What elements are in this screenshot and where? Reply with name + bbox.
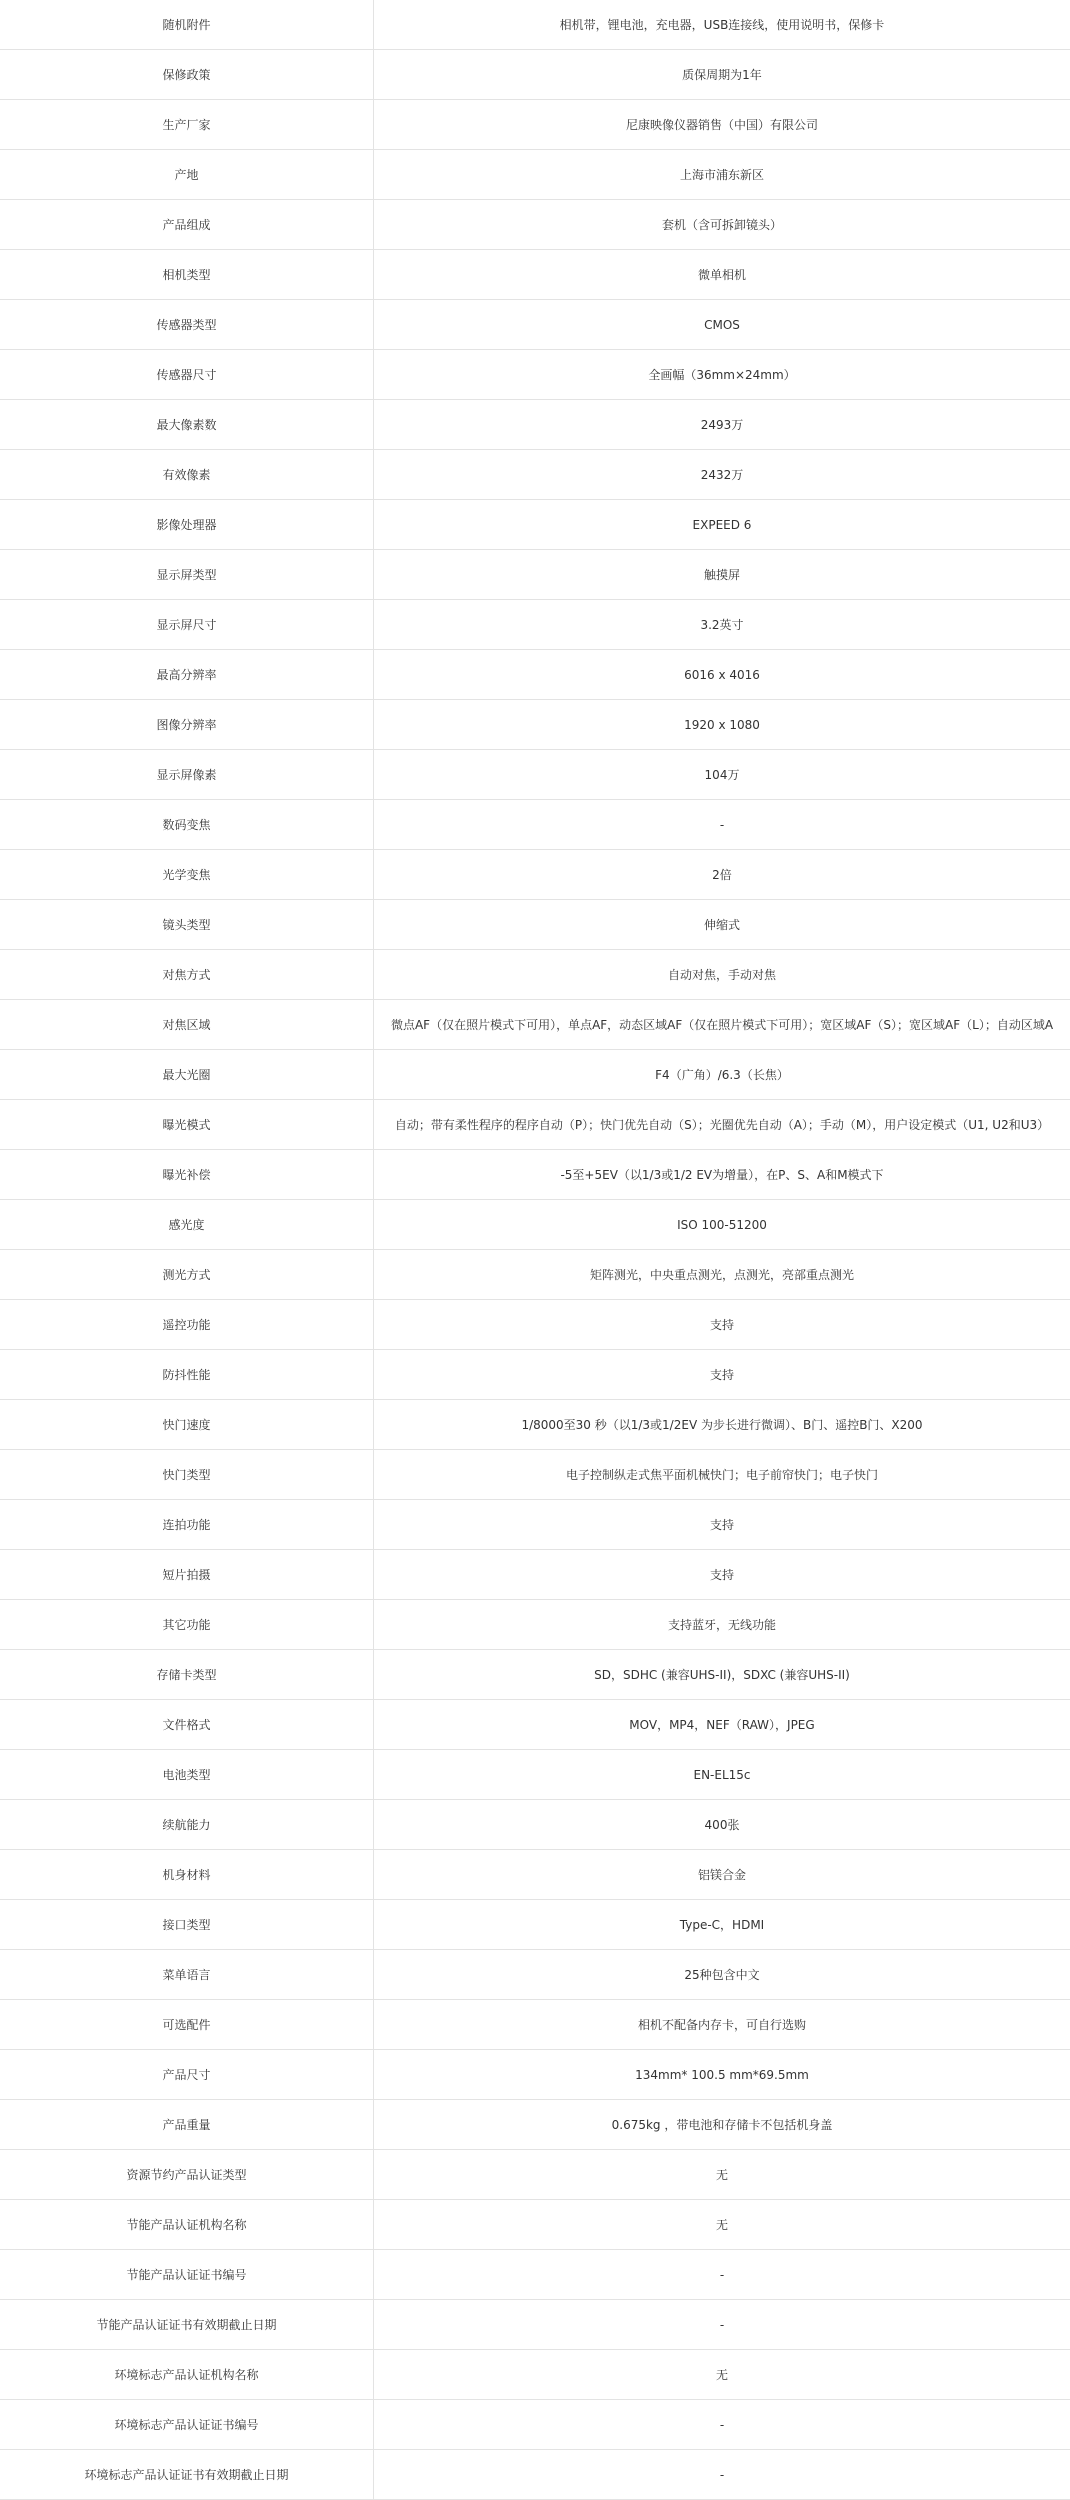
- table-row: [0, 900, 1070, 950]
- spec-label: 防抖性能: [0, 1350, 374, 1400]
- spec-value: SD，SDHC (兼容UHS-II)，SDXC (兼容UHS-II): [374, 1650, 1070, 1700]
- table-row: [0, 800, 1070, 850]
- spec-label: 最大光圈: [0, 1050, 374, 1100]
- table-row: [0, 1800, 1070, 1850]
- spec-label: 曝光模式: [0, 1100, 374, 1150]
- table-row: [0, 300, 1070, 350]
- spec-label: 存储卡类型: [0, 1650, 374, 1700]
- spec-label: 最高分辨率: [0, 650, 374, 700]
- table-row: [0, 200, 1070, 250]
- table-row: [0, 950, 1070, 1000]
- spec-label: 传感器类型: [0, 300, 374, 350]
- spec-label: 节能产品认证证书有效期截止日期: [0, 2300, 374, 2350]
- table-row: [0, 2200, 1070, 2250]
- spec-label: 续航能力: [0, 1800, 374, 1850]
- spec-label: 显示屏像素: [0, 750, 374, 800]
- table-row: [0, 700, 1070, 750]
- spec-label: 遥控功能: [0, 1300, 374, 1350]
- table-row: [0, 0, 1070, 50]
- spec-value: EN-EL15c: [374, 1750, 1070, 1800]
- spec-value: ISO 100-51200: [374, 1200, 1070, 1250]
- spec-value: 触摸屏: [374, 550, 1070, 600]
- spec-value: 微点AF（仅在照片模式下可用），单点AF，动态区域AF（仅在照片模式下可用）；宽区域AF（S）；宽区域AF（L）；自动区域A: [374, 1000, 1070, 1050]
- spec-value: 上海市浦东新区: [374, 150, 1070, 200]
- spec-label: 节能产品认证证书编号: [0, 2250, 374, 2300]
- spec-label: 保修政策: [0, 50, 374, 100]
- spec-value: -: [374, 800, 1070, 850]
- table-row: [0, 2150, 1070, 2200]
- table-row: [0, 2000, 1070, 2050]
- spec-label: 短片拍摄: [0, 1550, 374, 1600]
- spec-value: 自动；带有柔性程序的程序自动（P）；快门优先自动（S）；光圈优先自动（A）；手动（M），用户设定模式（U1, U2和U3）: [374, 1100, 1070, 1150]
- spec-label: 接口类型: [0, 1900, 374, 1950]
- spec-value: 无: [374, 2200, 1070, 2250]
- table-row: [0, 850, 1070, 900]
- table-row: [0, 250, 1070, 300]
- spec-value: 2432万: [374, 450, 1070, 500]
- spec-label: 文件格式: [0, 1700, 374, 1750]
- spec-value: 支持: [374, 1300, 1070, 1350]
- spec-label: 其它功能: [0, 1600, 374, 1650]
- table-row: [0, 50, 1070, 100]
- table-row: [0, 1000, 1070, 1050]
- table-row: [0, 1500, 1070, 1550]
- table-row: [0, 2050, 1070, 2100]
- table-row: [0, 1350, 1070, 1400]
- table-row: [0, 500, 1070, 550]
- spec-value: -: [374, 2250, 1070, 2300]
- spec-label: 产品组成: [0, 200, 374, 250]
- table-row: [0, 1050, 1070, 1100]
- table-row: [0, 1550, 1070, 1600]
- spec-label: 产品尺寸: [0, 2050, 374, 2100]
- spec-value: 2倍: [374, 850, 1070, 900]
- table-row: [0, 1400, 1070, 1450]
- spec-label: 机身材料: [0, 1850, 374, 1900]
- spec-value: 自动对焦，手动对焦: [374, 950, 1070, 1000]
- spec-label: 环境标志产品认证机构名称: [0, 2350, 374, 2400]
- spec-value: 支持蓝牙，无线功能: [374, 1600, 1070, 1650]
- spec-value: -: [374, 2300, 1070, 2350]
- table-row: [0, 450, 1070, 500]
- spec-value: 微单相机: [374, 250, 1070, 300]
- spec-label: 菜单语言: [0, 1950, 374, 2000]
- table-row: [0, 1150, 1070, 1200]
- spec-value: 全画幅（36mm×24mm）: [374, 350, 1070, 400]
- spec-label: 对焦方式: [0, 950, 374, 1000]
- spec-label: 有效像素: [0, 450, 374, 500]
- spec-label: 快门速度: [0, 1400, 374, 1450]
- table-row: [0, 400, 1070, 450]
- spec-value: 6016 x 4016: [374, 650, 1070, 700]
- spec-label: 光学变焦: [0, 850, 374, 900]
- spec-label: 快门类型: [0, 1450, 374, 1500]
- spec-value: 支持: [374, 1500, 1070, 1550]
- spec-label: 图像分辨率: [0, 700, 374, 750]
- spec-value: 支持: [374, 1550, 1070, 1600]
- spec-value: -: [374, 2400, 1070, 2450]
- spec-value: CMOS: [374, 300, 1070, 350]
- spec-label: 节能产品认证机构名称: [0, 2200, 374, 2250]
- table-row: [0, 1600, 1070, 1650]
- spec-label: 影像处理器: [0, 500, 374, 550]
- spec-label: 曝光补偿: [0, 1150, 374, 1200]
- spec-value: -5至+5EV（以1/3或1/2 EV为增量），在P、S、A和M模式下: [374, 1150, 1070, 1200]
- spec-value: 3.2英寸: [374, 600, 1070, 650]
- spec-value: -: [374, 2450, 1070, 2500]
- spec-value: 400张: [374, 1800, 1070, 1850]
- spec-value: 无: [374, 2150, 1070, 2200]
- spec-label: 环境标志产品认证证书有效期截止日期: [0, 2450, 374, 2500]
- spec-value: 相机不配备内存卡，可自行选购: [374, 2000, 1070, 2050]
- table-row: [0, 350, 1070, 400]
- spec-label: 资源节约产品认证类型: [0, 2150, 374, 2200]
- spec-value: 相机带，锂电池，充电器，USB连接线，使用说明书，保修卡: [374, 0, 1070, 50]
- spec-value: Type-C，HDMI: [374, 1900, 1070, 1950]
- spec-value: 2493万: [374, 400, 1070, 450]
- spec-value: 134mm* 100.5 mm*69.5mm: [374, 2050, 1070, 2100]
- spec-label: 生产厂家: [0, 100, 374, 150]
- spec-value: 无: [374, 2350, 1070, 2400]
- spec-label: 可选配件: [0, 2000, 374, 2050]
- table-row: [0, 1100, 1070, 1150]
- spec-label: 对焦区域: [0, 1000, 374, 1050]
- spec-label: 感光度: [0, 1200, 374, 1250]
- spec-value: MOV，MP4，NEF（RAW），JPEG: [374, 1700, 1070, 1750]
- table-row: [0, 1850, 1070, 1900]
- table-row: [0, 1900, 1070, 1950]
- spec-label: 相机类型: [0, 250, 374, 300]
- table-row: [0, 100, 1070, 150]
- spec-value: 尼康映像仪器销售（中国）有限公司: [374, 100, 1070, 150]
- table-row: [0, 650, 1070, 700]
- table-row: [0, 1200, 1070, 1250]
- table-row: [0, 150, 1070, 200]
- spec-label: 测光方式: [0, 1250, 374, 1300]
- spec-value: 铝镁合金: [374, 1850, 1070, 1900]
- spec-value: 矩阵测光，中央重点测光，点测光，亮部重点测光: [374, 1250, 1070, 1300]
- table-row: [0, 1650, 1070, 1700]
- table-row: [0, 550, 1070, 600]
- spec-label: 数码变焦: [0, 800, 374, 850]
- spec-label: 环境标志产品认证证书编号: [0, 2400, 374, 2450]
- spec-label: 随机附件: [0, 0, 374, 50]
- spec-value: 1/8000至30 秒（以1/3或1/2EV 为步长进行微调）、B门、遥控B门、X200: [374, 1400, 1070, 1450]
- table-row: [0, 600, 1070, 650]
- spec-value: 104万: [374, 750, 1070, 800]
- spec-value: 支持: [374, 1350, 1070, 1400]
- spec-label: 连拍功能: [0, 1500, 374, 1550]
- spec-label: 镜头类型: [0, 900, 374, 950]
- table-row: [0, 2100, 1070, 2150]
- spec-value: F4（广角）/6.3（长焦）: [374, 1050, 1070, 1100]
- table-row: [0, 2250, 1070, 2300]
- spec-label: 电池类型: [0, 1750, 374, 1800]
- table-row: [0, 1700, 1070, 1750]
- spec-label: 显示屏类型: [0, 550, 374, 600]
- spec-label: 传感器尺寸: [0, 350, 374, 400]
- table-row: [0, 1300, 1070, 1350]
- spec-label: 产地: [0, 150, 374, 200]
- spec-value: EXPEED 6: [374, 500, 1070, 550]
- table-row: [0, 2300, 1070, 2350]
- spec-label: 最大像素数: [0, 400, 374, 450]
- table-row: [0, 1950, 1070, 2000]
- spec-value: 套机（含可拆卸镜头）: [374, 200, 1070, 250]
- spec-label: 显示屏尺寸: [0, 600, 374, 650]
- table-row: [0, 1250, 1070, 1300]
- spec-value: 0.675kg ，带电池和存储卡不包括机身盖: [374, 2100, 1070, 2150]
- table-row: [0, 1750, 1070, 1800]
- spec-value: 25种包含中文: [374, 1950, 1070, 2000]
- table-row: [0, 750, 1070, 800]
- spec-value: 1920 x 1080: [374, 700, 1070, 750]
- table-row: [0, 1450, 1070, 1500]
- spec-value: 伸缩式: [374, 900, 1070, 950]
- spec-value: 电子控制纵走式焦平面机械快门；电子前帘快门；电子快门: [374, 1450, 1070, 1500]
- table-row: [0, 2350, 1070, 2400]
- spec-value: 质保周期为1年: [374, 50, 1070, 100]
- table-row: [0, 2400, 1070, 2450]
- spec-label: 产品重量: [0, 2100, 374, 2150]
- table-row: [0, 2450, 1070, 2500]
